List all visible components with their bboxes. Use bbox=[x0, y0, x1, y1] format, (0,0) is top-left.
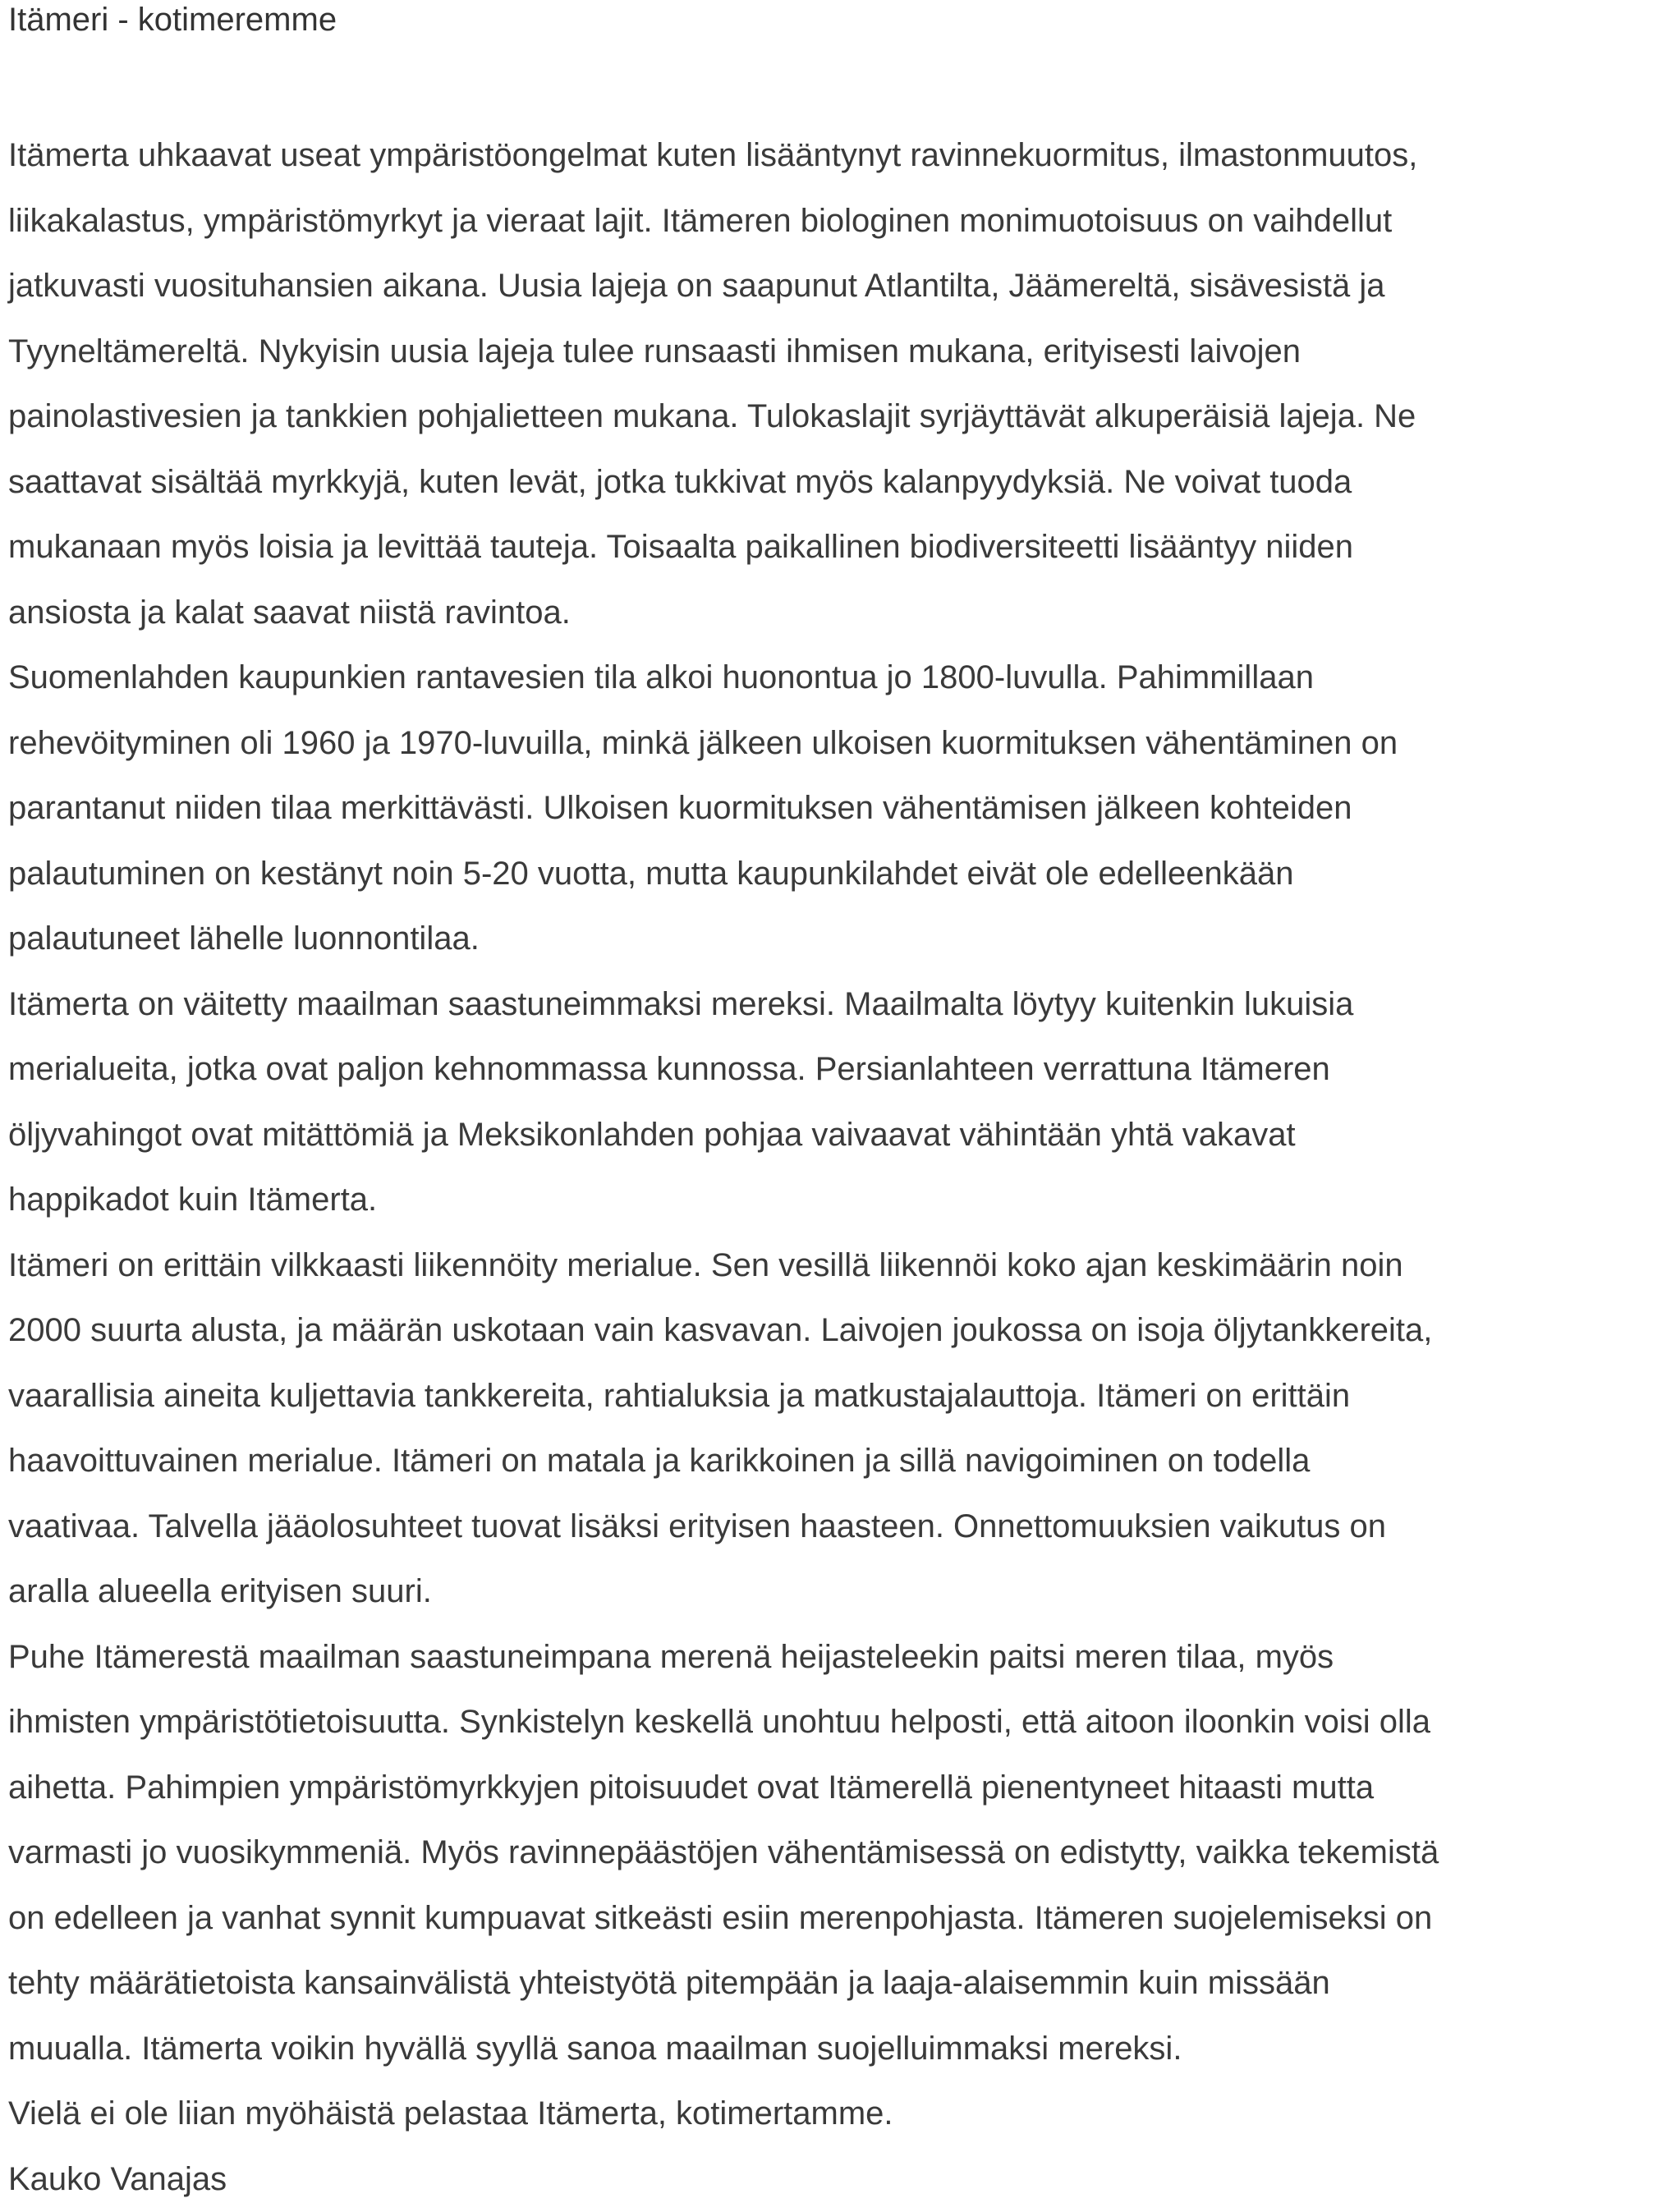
text-line: palautuneet lähelle luonnontilaa. bbox=[8, 906, 1667, 972]
text-line: palautuminen on kestänyt noin 5-20 vuotta, mutta kaupunkilahdet eivät ole edelleenkään bbox=[8, 842, 1667, 907]
text-line: mukanaan myös loisia ja levittää tauteja. Toisaalta paikallinen biodiversiteetti lisääntyy niiden bbox=[8, 515, 1667, 581]
text-line: merialueita, jotka ovat paljon kehnommassa kunnossa. Persianlahteen verrattuna Itämeren bbox=[8, 1037, 1667, 1103]
text-line: aihetta. Pahimpien ympäristömyrkkyjen pitoisuudet ovat Itämerellä pienentyneet hitaasti mutta bbox=[8, 1755, 1667, 1821]
text-line: happikadot kuin Itämerta. bbox=[8, 1168, 1667, 1233]
text-line: Itämerta uhkaavat useat ympäristöongelmat kuten lisääntynyt ravinnekuormitus, ilmastonmuutos, bbox=[8, 123, 1667, 189]
text-line: Itämerta on väitetty maailman saastuneimmaksi mereksi. Maailmalta löytyy kuitenkin lukuisia bbox=[8, 972, 1667, 1038]
text-line: rehevöityminen oli 1960 ja 1970-luvuilla, minkä jälkeen ulkoisen kuormituksen vähentäminen on bbox=[8, 711, 1667, 777]
text-line: 2000 suurta alusta, ja määrän uskotaan vain kasvavan. Laivojen joukossa on isoja öljytankkereita, bbox=[8, 1298, 1667, 1364]
document-title: Itämeri - kotimeremme bbox=[8, 0, 337, 41]
text-line: öljyvahingot ovat mitättömiä ja Meksikonlahden pohjaa vaivaavat vähintään yhtä vakavat bbox=[8, 1103, 1667, 1168]
text-line: varmasti jo vuosikymmeniä. Myös ravinnepäästöjen vähentämisessä on edistytty, vaikka tekemistä bbox=[8, 1820, 1667, 1886]
text-line: Itämeri on erittäin vilkkaasti liikennöity merialue. Sen vesillä liikennöi koko ajan keskimäärin noin bbox=[8, 1233, 1667, 1299]
text-line: liikakalastus, ympäristömyrkyt ja vieraat lajit. Itämeren biologinen monimuotoisuus on vaihdellut bbox=[8, 189, 1667, 255]
text-line: Vielä ei ole liian myöhäistä pelastaa Itämerta, kotimertamme. bbox=[8, 2081, 1667, 2147]
text-line: painolastivesien ja tankkien pohjalietteen mukana. Tulokaslajit syrjäyttävät alkuperäisiä lajeja. Ne bbox=[8, 384, 1667, 450]
text-line: parantanut niiden tilaa merkittävästi. Ulkoisen kuormituksen vähentämisen jälkeen kohteiden bbox=[8, 776, 1667, 842]
document-body bbox=[8, 123, 1667, 2212]
author-signature: Kauko Vanajas bbox=[8, 2147, 1667, 2212]
text-line: Puhe Itämerestä maailman saastuneimpana merenä heijasteleekin paitsi meren tilaa, myös bbox=[8, 1625, 1667, 1691]
text-line: Tyyneltämereltä. Nykyisin uusia lajeja tulee runsaasti ihmisen mukana, erityisesti laivojen bbox=[8, 319, 1667, 385]
text-line: aralla alueella erityisen suuri. bbox=[8, 1559, 1667, 1625]
text-line: vaativaa. Talvella jääolosuhteet tuovat lisäksi erityisen haasteen. Onnettomuuksien vaikutus on bbox=[8, 1494, 1667, 1560]
text-line: haavoittuvainen merialue. Itämeri on matala ja karikkoinen ja sillä navigoiminen on todella bbox=[8, 1429, 1667, 1494]
text-line: ansiosta ja kalat saavat niistä ravintoa. bbox=[8, 581, 1667, 646]
text-line: Suomenlahden kaupunkien rantavesien tila alkoi huonontua jo 1800-luvulla. Pahimmillaan bbox=[8, 645, 1667, 711]
text-line: on edelleen ja vanhat synnit kumpuavat sitkeästi esiin merenpohjasta. Itämeren suojelemiseksi on bbox=[8, 1886, 1667, 1952]
text-line: jatkuvasti vuosituhansien aikana. Uusia lajeja on saapunut Atlantilta, Jäämereltä, sisävesistä ja bbox=[8, 254, 1667, 319]
text-line: ihmisten ympäristötietoisuutta. Synkistelyn keskellä unohtuu helposti, että aitoon iloonkin voisi olla bbox=[8, 1690, 1667, 1755]
text-line: muualla. Itämerta voikin hyvällä syyllä sanoa maailman suojelluimmaksi mereksi. bbox=[8, 2017, 1667, 2082]
text-line: vaarallisia aineita kuljettavia tankkereita, rahtialuksia ja matkustajalauttoja. Itämeri on erittäin bbox=[8, 1364, 1667, 1430]
text-line: tehty määrätietoista kansainvälistä yhteistyötä pitempään ja laaja-alaisemmin kuin missään bbox=[8, 1951, 1667, 2017]
text-line: saattavat sisältää myrkkyjä, kuten levät, jotka tukkivat myös kalanpyydyksiä. Ne voivat tuoda bbox=[8, 450, 1667, 516]
